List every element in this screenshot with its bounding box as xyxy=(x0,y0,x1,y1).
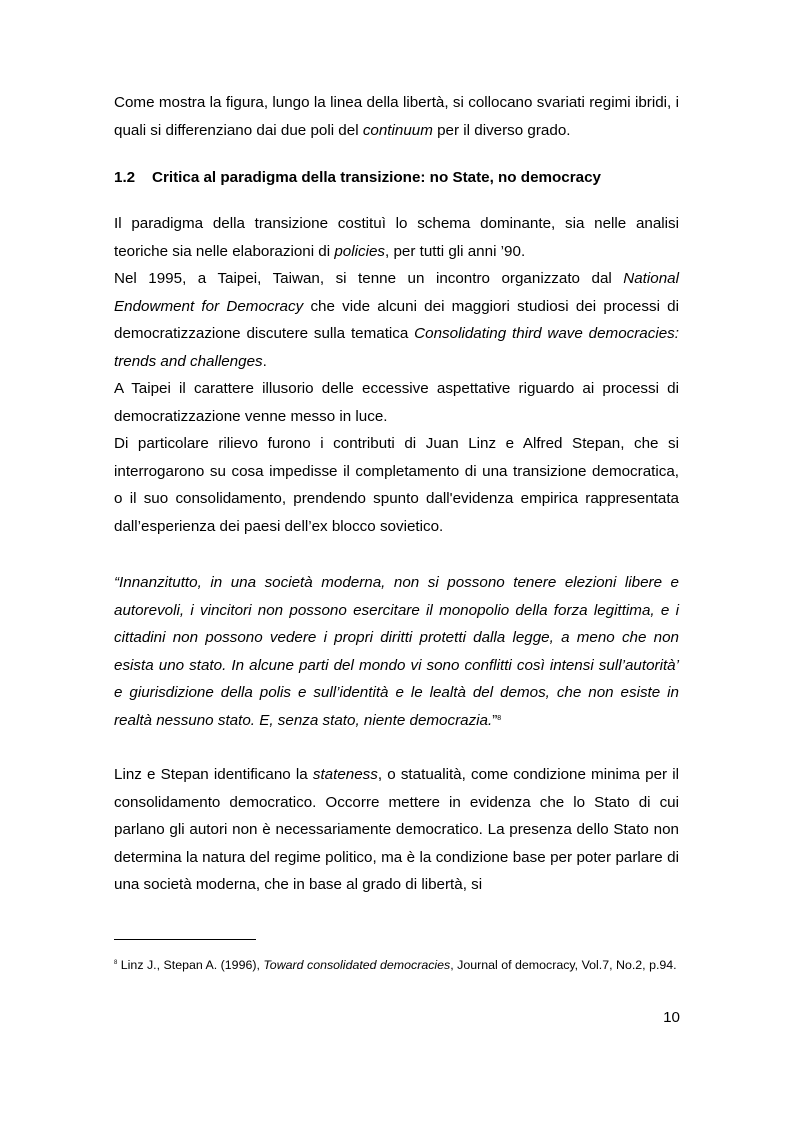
paragraph-1-text-1: Il paradigma della transizione costituì lo schema dominante, sia nelle analisi teoriche sia nelle elaborazioni di xyxy=(114,215,679,260)
paragraph-1-text-2: , per tutti gli anni ’90. xyxy=(385,242,526,260)
intro-text-2: per il diverso grado. xyxy=(432,121,571,139)
section-heading xyxy=(114,164,684,191)
page-number: 10 xyxy=(663,1009,680,1026)
section-title: Critica al paradigma della transizione: no State, no democracy xyxy=(152,169,602,186)
paragraph-2-emphasis-2: Consolidating third wave democracies: trends and challenges xyxy=(114,325,679,370)
footnote-reference[interactable]: 8 xyxy=(497,714,502,722)
footnote-divider xyxy=(114,939,256,940)
intro-text-1: Come mostra la figura, lungo la linea della libertà, si collocano svariati regimi ibridi, i quali si differenziano dai due poli del xyxy=(114,94,679,139)
paragraph-5 xyxy=(114,761,679,899)
body-paragraphs xyxy=(114,210,679,540)
quote-closing-mark: ” xyxy=(492,711,498,729)
intro-emphasis: continuum xyxy=(362,121,433,139)
paragraph-1 xyxy=(114,210,679,265)
paragraph-5-text-2: , o statualità, come condizione minima per il consolidamento democratico. Occorre mettere in evidenza che lo Stato di cui parlano gli autori non è necessariamente democratico. La presenza dello Stato non determina la natura del regime politico, ma è la condizione base per poter parlare di una società moderna, che in base al grado di libertà, si xyxy=(114,766,679,893)
footnote-marker: 8 xyxy=(114,960,118,966)
quote-text: “Innanzitutto, in una società moderna, non si possono tenere elezioni libere e autorevoli, i vincitori non possono esercitare il monopolio della forza legittima, e i cittadini non possono vedere i propri diritti protetti dalla legge, a meno che non esista uno stato. In alcune parti del mondo vi sono conflitti così intensi sull’autorità’ e giurisdizione della polis e sull’identità e le lealtà del demos, che non esiste in realtà nessuno stato. E, senza stato, niente democrazia. xyxy=(114,574,679,729)
paragraph-2 xyxy=(114,265,679,375)
block-quote xyxy=(114,569,679,734)
paragraph-1-emphasis: policies xyxy=(334,242,386,260)
footnote xyxy=(114,957,679,974)
intro-paragraph xyxy=(114,89,679,144)
footnote-text-2: , Journal of democracy, Vol.7, No.2, p.94. xyxy=(450,958,677,972)
paragraph-5-text-1: Linz e Stepan identificano la xyxy=(114,766,313,783)
section-number: 1.2 xyxy=(114,169,136,186)
paragraph-5-emphasis: stateness xyxy=(312,766,378,783)
footnote-title: Toward consolidated democracies xyxy=(263,958,451,972)
paragraph-2-emphasis-1: National Endowment for Democracy xyxy=(114,270,679,315)
paragraph-2-text-3: . xyxy=(262,352,267,370)
paragraph-2-text-2: che vide alcuni dei maggiori studiosi dei processi di democratizzazione discutere sulla tematica xyxy=(114,297,679,342)
footnote-text-1: Linz J., Stepan A. (1996), xyxy=(117,958,264,972)
paragraph-3: A Taipei il carattere illusorio delle eccessive aspettative riguardo ai processi di democratizzazione venne messo in luce. xyxy=(114,380,679,425)
paragraph-4: Di particolare rilievo furono i contributi di Juan Linz e Alfred Stepan, che si interrogarono su cosa impedisse il completamento di una transizione democratica, o il suo consolidamento, prendendo spunto dall'evidenza empirica rappresentata dall’esperienza dei paesi dell’ex blocco sovietico. xyxy=(114,435,679,535)
paragraph-2-text-1: Nel 1995, a Taipei, Taiwan, si tenne un incontro organizzato dal xyxy=(114,270,624,287)
